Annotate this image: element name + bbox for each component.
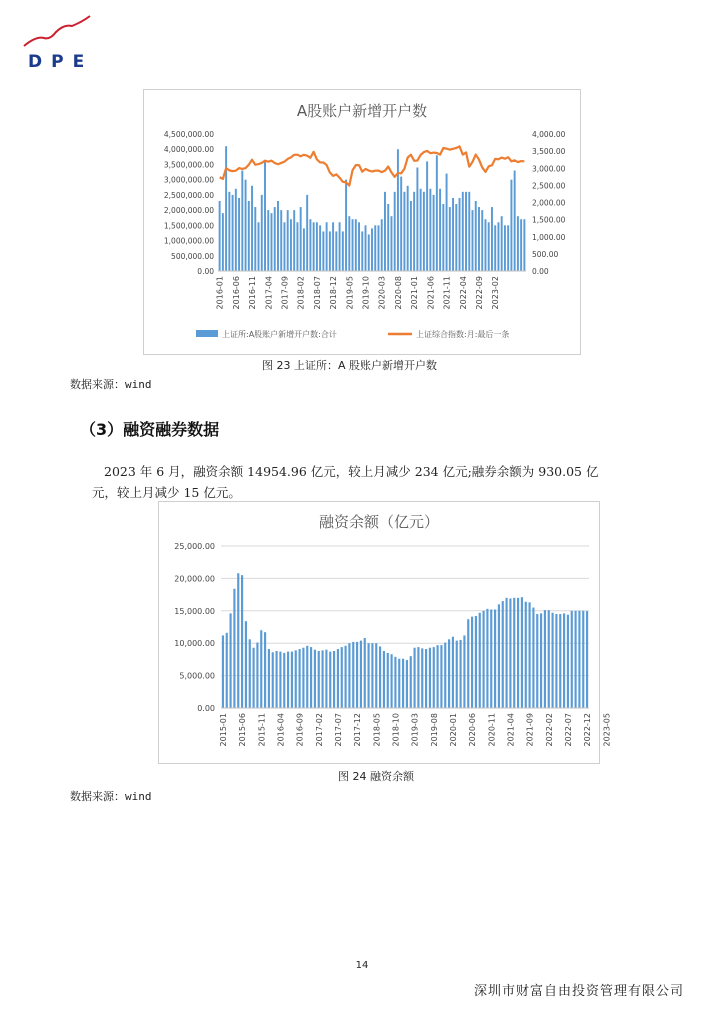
x-tick-label: 2016-01 (215, 276, 225, 310)
bar (463, 635, 465, 708)
y-right-tick-label: 4,000.00 (532, 130, 566, 139)
bar (548, 610, 550, 708)
bar (287, 652, 289, 708)
bar (491, 207, 493, 271)
bar (268, 649, 270, 708)
bar (536, 614, 538, 708)
bar (371, 228, 373, 271)
x-tick-label: 2019-05 (345, 276, 355, 310)
x-tick-label: 2020-03 (377, 276, 387, 310)
bar (485, 219, 487, 271)
bar (368, 234, 370, 271)
bar (467, 619, 469, 708)
y-tick-label: 20,000.00 (174, 574, 215, 584)
y-left-tick-label: 1,500,000.00 (163, 221, 214, 231)
bar (302, 648, 304, 708)
x-tick-label: 2019-03 (410, 713, 420, 747)
legend-swatch-bars (196, 330, 218, 337)
bar (529, 602, 531, 708)
y-left-tick-label: 1,000,000.00 (163, 236, 214, 246)
bar (417, 647, 419, 708)
bar (287, 210, 289, 271)
bar (235, 189, 237, 271)
bar (249, 639, 251, 708)
y-left-tick-label: 500,000.00 (171, 251, 214, 261)
x-tick-label: 2016-04 (276, 713, 286, 747)
bar (402, 659, 404, 708)
bar (345, 646, 347, 708)
bar (425, 649, 427, 708)
bar (582, 611, 584, 708)
bar (310, 647, 312, 708)
x-tick-label: 2022-12 (583, 713, 593, 747)
bar (222, 213, 224, 271)
bar (462, 192, 464, 271)
bar (306, 195, 308, 271)
bar (318, 651, 320, 708)
chart-23-caption: 图 23 上证所：A 股账户新增开户数 (262, 359, 438, 372)
bar (429, 648, 431, 708)
bar (468, 192, 470, 271)
bar (471, 617, 473, 708)
bar (348, 216, 350, 271)
bar (494, 225, 496, 271)
x-tick-label: 2017-04 (264, 276, 274, 310)
bar (429, 189, 431, 271)
bar (459, 198, 461, 271)
x-tick-label: 2023-05 (602, 713, 612, 747)
bar (517, 598, 519, 708)
bar (378, 225, 380, 271)
bar (563, 613, 565, 708)
bar (479, 613, 481, 708)
bar (488, 222, 490, 271)
x-tick-label: 2022-04 (458, 276, 468, 310)
paragraph-line-2: 元，较上月减少 15 亿元。 (92, 485, 241, 500)
bar (514, 171, 516, 271)
y-right-tick-label: 1,500.00 (532, 215, 566, 225)
bar (332, 222, 334, 271)
bar (567, 615, 569, 708)
bar (421, 648, 423, 708)
bar (333, 651, 335, 708)
bar (264, 632, 266, 708)
bar (314, 650, 316, 708)
bar (475, 616, 477, 708)
bar (521, 597, 523, 708)
bar (483, 611, 485, 708)
y-left-tick-label: 4,000,000.00 (163, 145, 214, 155)
bar (245, 621, 247, 708)
paragraph-line-1: 2023 年 6 月，融资余额 14954.96 亿元，较上月减少 234 亿元;融券余额为 930.05 亿 (104, 464, 599, 479)
bar (335, 231, 337, 271)
bar (258, 222, 260, 271)
bar (444, 643, 446, 708)
bar (232, 195, 234, 271)
bar (397, 149, 399, 271)
x-tick-label: 2020-01 (448, 713, 458, 747)
bar (523, 219, 525, 271)
section-heading: （3）融资融券数据 (80, 420, 220, 439)
bar (267, 210, 269, 271)
x-tick-label: 2021-09 (525, 713, 535, 747)
bar (225, 146, 227, 271)
bar (452, 637, 454, 708)
bar (283, 222, 285, 271)
bar (420, 189, 422, 271)
y-left-tick-label: 4,500,000.00 (163, 130, 214, 139)
y-tick-label: 25,000.00 (174, 542, 215, 551)
y-right-tick-label: 3,500.00 (532, 147, 566, 157)
bar (509, 598, 511, 708)
x-tick-label: 2017-07 (333, 713, 343, 747)
bar (384, 192, 386, 271)
bar (455, 204, 457, 271)
x-tick-label: 2015-01 (218, 713, 228, 747)
bar (260, 630, 262, 708)
bar (271, 213, 273, 271)
y-right-tick-label: 1,000.00 (532, 232, 566, 242)
y-tick-label: 15,000.00 (174, 606, 215, 616)
bar (501, 216, 503, 271)
bar (540, 613, 542, 708)
bar (481, 210, 483, 271)
bar (237, 573, 239, 708)
bar (342, 231, 344, 271)
bar (291, 652, 293, 708)
bar (222, 635, 224, 708)
x-tick-label: 2022-09 (475, 276, 484, 310)
bar (253, 648, 255, 708)
x-tick-label: 2015-06 (238, 713, 248, 747)
chart-24-frame (158, 501, 612, 764)
bar (586, 611, 588, 708)
bar (339, 222, 341, 271)
bar (364, 638, 366, 708)
bar (571, 611, 573, 708)
body-paragraph (92, 461, 664, 503)
bar (552, 613, 554, 708)
y-tick-label: 5,000.00 (179, 671, 215, 681)
bar (544, 610, 546, 708)
bar (504, 225, 506, 271)
x-tick-label: 2021-01 (410, 276, 420, 310)
bar (387, 204, 389, 271)
bar (555, 614, 557, 708)
chart-23-frame (143, 89, 581, 355)
bar (448, 639, 450, 708)
bar (513, 598, 515, 708)
bar (433, 647, 435, 708)
bar (472, 210, 474, 271)
bar (416, 167, 418, 271)
bar (277, 201, 279, 271)
bar (361, 231, 363, 271)
bar (248, 201, 250, 271)
bar (410, 201, 412, 271)
chart-23-title: A股账户新增开户数 (296, 102, 428, 120)
x-tick-label: 2021-06 (426, 276, 436, 310)
chart-23 (144, 90, 580, 354)
x-tick-label: 2017-09 (280, 276, 290, 310)
bar (446, 174, 448, 271)
company-logo (22, 14, 102, 70)
bar (360, 641, 362, 708)
bar (261, 195, 263, 271)
logo-text: DPE (28, 52, 94, 72)
y-tick-label: 0.00 (197, 704, 215, 713)
bar (276, 651, 278, 708)
y-left-tick-label: 2,500,000.00 (163, 190, 214, 200)
bar (449, 207, 451, 271)
x-tick-label: 2020-11 (487, 713, 497, 747)
x-tick-label: 2016-09 (295, 713, 305, 747)
bar (490, 610, 492, 709)
legend-label-line: 上证综合指数:月:最后一条 (416, 330, 510, 339)
bar (407, 186, 409, 271)
bar (391, 654, 393, 708)
bar (456, 641, 458, 708)
bar (368, 643, 370, 708)
bar (478, 207, 480, 271)
bar (506, 598, 508, 708)
bar (300, 207, 302, 271)
bar (325, 650, 327, 708)
y-left-tick-label: 0.00 (197, 267, 214, 276)
bar (507, 225, 509, 271)
x-tick-label: 2018-12 (329, 276, 339, 310)
x-tick-label: 2020-06 (468, 713, 478, 747)
bar (381, 219, 383, 271)
bar (390, 216, 392, 271)
bar (398, 659, 400, 708)
bar (355, 219, 357, 271)
bar (245, 180, 247, 271)
x-tick-label: 2018-07 (312, 276, 322, 310)
y-right-tick-label: 500.00 (532, 249, 559, 259)
bar (486, 609, 488, 708)
bar (329, 231, 331, 271)
bar (426, 161, 428, 271)
x-tick-label: 2021-04 (506, 713, 516, 747)
bar (219, 201, 221, 271)
bar (254, 207, 256, 271)
bar (440, 645, 442, 708)
x-tick-label: 2015-11 (257, 713, 267, 747)
bar (383, 651, 385, 708)
chart-24-source: 数据来源：wind (70, 790, 152, 803)
bar (465, 192, 467, 271)
bar (356, 642, 358, 708)
x-tick-label: 2020-08 (393, 276, 403, 310)
bar (264, 161, 266, 271)
bar (532, 608, 534, 708)
chart-23-source: 数据来源：wind (70, 378, 152, 391)
x-tick-label: 2018-10 (391, 713, 401, 747)
bar (228, 192, 230, 271)
bar (283, 653, 285, 708)
bar (520, 219, 522, 271)
x-tick-label: 2019-10 (361, 276, 371, 310)
bar (241, 171, 243, 271)
bar (309, 219, 311, 271)
x-tick-label: 2017-12 (353, 713, 363, 747)
bar (517, 216, 519, 271)
bar (433, 195, 435, 271)
bar (319, 225, 321, 271)
bar (316, 222, 318, 271)
y-right-tick-label: 3,000.00 (532, 164, 566, 174)
bar (348, 643, 350, 708)
bar (494, 610, 496, 709)
y-left-tick-label: 3,000,000.00 (163, 175, 214, 185)
bar (498, 604, 500, 708)
bar (280, 210, 282, 271)
bar (414, 648, 416, 708)
chart-24 (159, 502, 612, 763)
bar (439, 189, 441, 271)
x-tick-label: 2021-11 (442, 276, 452, 310)
bar (256, 643, 258, 708)
bar (329, 652, 331, 708)
chart-24-caption: 图 24 融资余额 (338, 770, 414, 783)
y-tick-label: 10,000.00 (174, 639, 215, 649)
bar (387, 653, 389, 708)
y-left-tick-label: 2,000,000.00 (163, 206, 214, 216)
bar (497, 222, 499, 271)
x-tick-label: 2023-02 (491, 276, 501, 310)
bar (290, 219, 292, 271)
bar (326, 222, 328, 271)
bar (272, 652, 274, 708)
y-right-tick-label: 2,000.00 (532, 198, 566, 208)
y-right-tick-label: 0.00 (532, 267, 549, 276)
bar (394, 192, 396, 271)
bar (452, 198, 454, 271)
bar (241, 575, 243, 708)
bar (375, 643, 377, 708)
x-tick-label: 2018-02 (296, 276, 306, 310)
bar (230, 613, 232, 708)
bar (374, 225, 376, 271)
x-tick-label: 2022-07 (563, 713, 573, 747)
bar (413, 192, 415, 271)
bar (410, 656, 412, 708)
bar (226, 633, 228, 708)
bar (475, 201, 477, 271)
bar (358, 222, 360, 271)
bar (394, 657, 396, 708)
bar (303, 228, 305, 271)
y-right-tick-label: 2,500.00 (532, 181, 566, 191)
bar (295, 650, 297, 708)
y-left-tick-label: 3,500,000.00 (163, 160, 214, 170)
company-name: 深圳市财富自由投资管理有限公司 (473, 984, 684, 999)
chart-24-title: 融资余额（亿元） (318, 513, 440, 531)
bar (379, 646, 381, 708)
bar (251, 186, 253, 271)
x-tick-label: 2017-02 (314, 713, 324, 747)
rising-line-logo-icon (24, 16, 90, 46)
x-tick-label: 2016-06 (231, 276, 241, 310)
bar (442, 204, 444, 271)
bar (238, 198, 240, 271)
x-tick-label: 2019-08 (429, 713, 439, 747)
x-tick-label: 2016-11 (248, 276, 257, 310)
bar (365, 225, 367, 271)
bar (371, 643, 373, 708)
bar (293, 210, 295, 271)
bar (322, 231, 324, 271)
x-tick-label: 2018-05 (372, 713, 382, 747)
bar (406, 660, 408, 708)
bar (423, 192, 425, 271)
bar (322, 650, 324, 708)
bar (306, 646, 308, 708)
bar (233, 589, 235, 708)
page-number: 14 (355, 960, 369, 971)
bar (296, 222, 298, 271)
bar (341, 647, 343, 708)
bar (352, 642, 354, 708)
bar (274, 207, 276, 271)
bar (313, 222, 315, 271)
legend-label-bars: 上证所:A股账户新增开户数:合计 (222, 330, 337, 339)
bar (578, 611, 580, 708)
bar (436, 155, 438, 271)
bar (345, 180, 347, 271)
bar (559, 614, 561, 708)
bar (400, 177, 402, 271)
bar (575, 611, 577, 708)
bar (502, 601, 504, 708)
bar (510, 180, 512, 271)
bar (403, 192, 405, 271)
bar (299, 649, 301, 708)
bar (437, 645, 439, 708)
bar (279, 652, 281, 708)
bar (525, 602, 527, 708)
bar (337, 649, 339, 708)
bar (460, 640, 462, 708)
bar (352, 219, 354, 271)
x-tick-label: 2022-02 (544, 713, 554, 747)
